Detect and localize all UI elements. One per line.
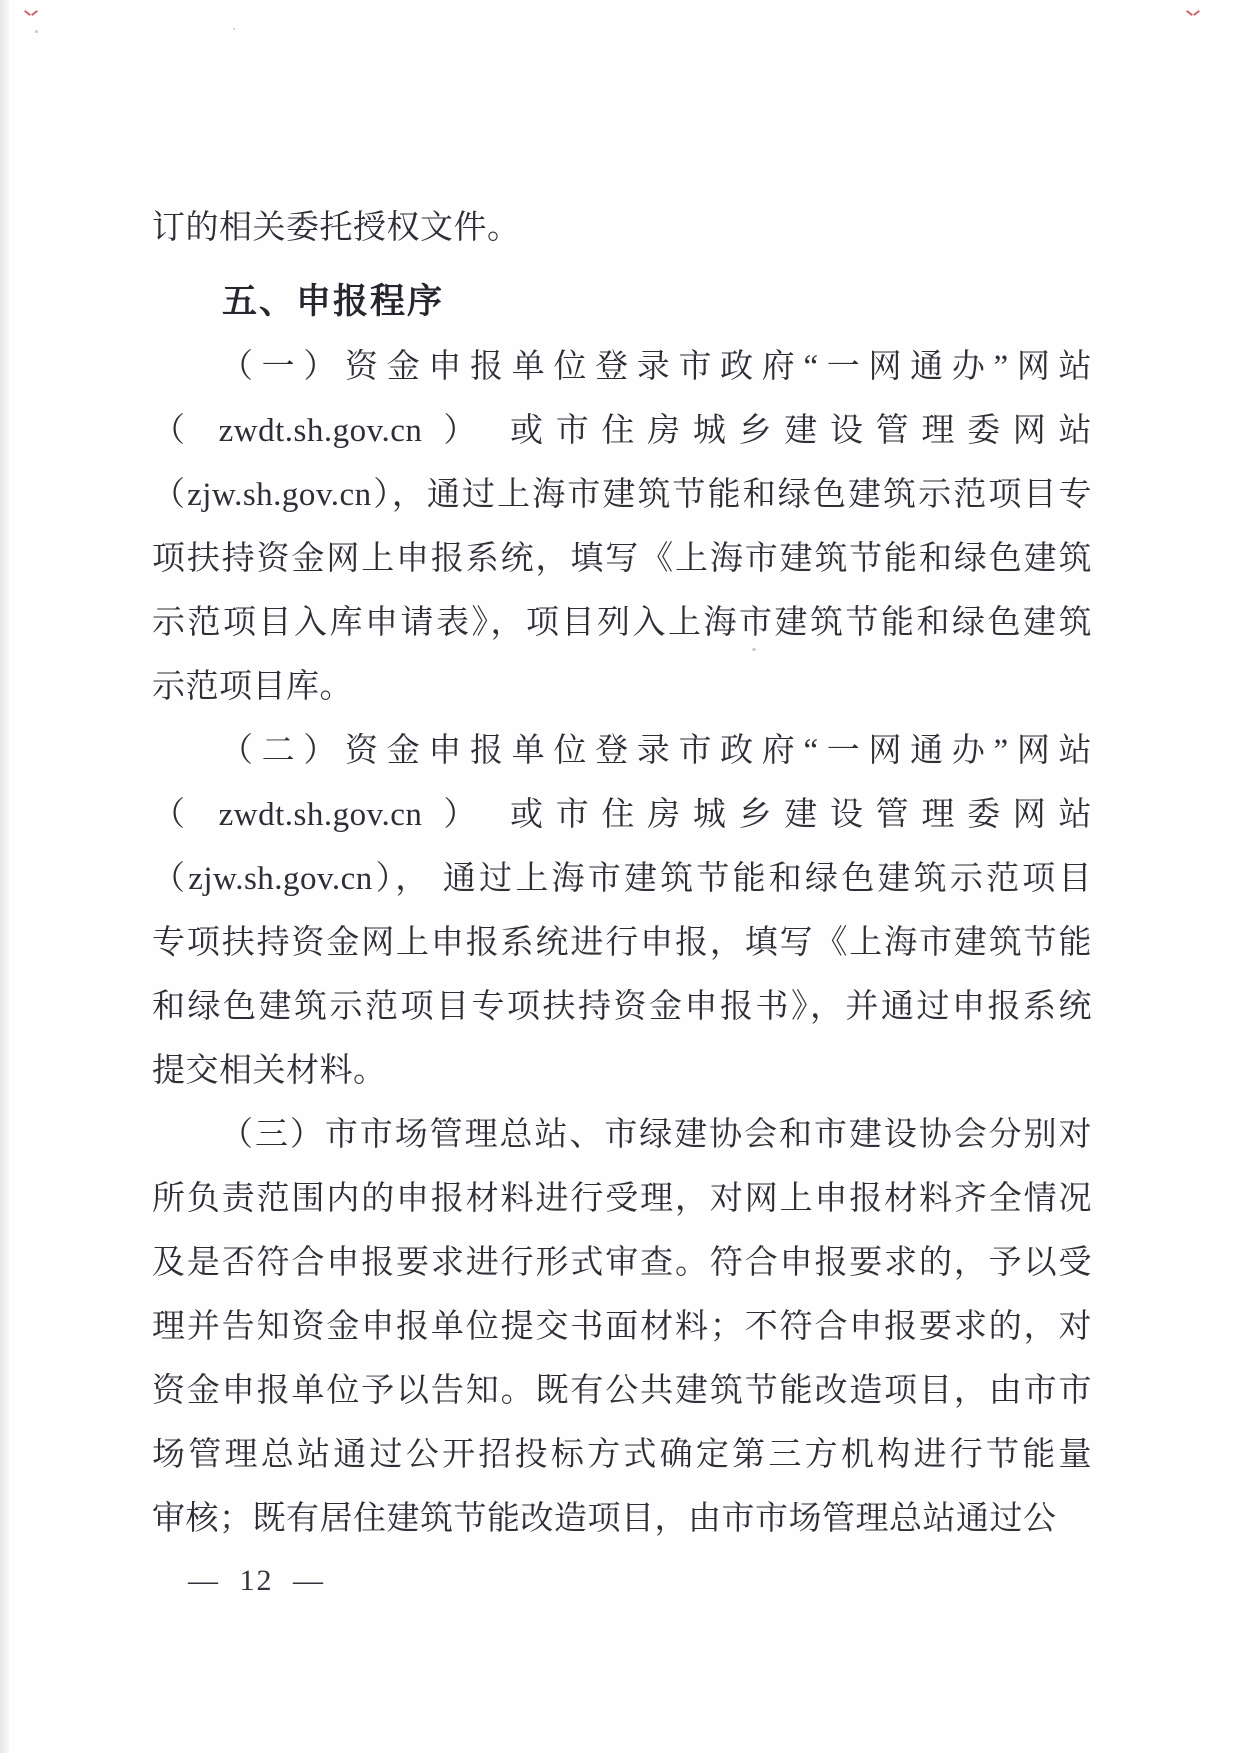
body-line: 理并告知资金申报单位提交书面材料；不符合申报要求的，对 xyxy=(152,1309,1092,1345)
body-line: （ zwdt.sh.gov.cn ） 或市住房城乡建设管理委网站 xyxy=(152,413,1092,449)
document-body xyxy=(152,196,1092,1551)
paragraph xyxy=(152,335,1092,719)
body-line: （二）资金申报单位登录市政府“一网通办”网站 xyxy=(220,733,1092,769)
body-line: （三）市市场管理总站、市绿建协会和市建设协会分别对 xyxy=(220,1117,1092,1153)
body-line: （一）资金申报单位登录市政府“一网通办”网站 xyxy=(220,349,1092,385)
page-number: — 12 — xyxy=(188,1564,325,1597)
body-line: 所负责范围内的申报材料进行受理，对网上申报材料齐全情况 xyxy=(152,1181,1092,1217)
red-scan-mark-right xyxy=(1186,8,1200,18)
scan-edge-shadow xyxy=(0,0,9,1753)
body-line: 提交相关材料。 xyxy=(152,1053,387,1089)
paragraph xyxy=(152,719,1092,1103)
body-line: （ zwdt.sh.gov.cn ） 或市住房城乡建设管理委网站 xyxy=(152,797,1092,833)
continuation-line: 订的相关委托授权文件。 xyxy=(152,210,521,246)
body-line: 审核；既有居住建筑节能改造项目，由市市场管理总站通过公 xyxy=(152,1501,1057,1537)
body-line: 示范项目库。 xyxy=(152,669,353,705)
body-line: 专项扶持资金网上申报系统进行申报，填写《上海市建筑节能 xyxy=(152,925,1092,961)
scan-speck xyxy=(233,28,235,30)
body-line: （zjw.sh.gov.cn），通过上海市建筑节能和绿色建筑示范项目专 xyxy=(152,477,1092,513)
body-line: 场管理总站通过公开招投标方式确定第三方机构进行节能量 xyxy=(152,1437,1092,1473)
body-line: （zjw.sh.gov.cn）， 通过上海市建筑节能和绿色建筑示范项目 xyxy=(152,861,1092,897)
body-line: 项扶持资金网上申报系统，填写《上海市建筑节能和绿色建筑 xyxy=(152,541,1092,577)
scan-speck xyxy=(35,30,38,33)
body-line: 示范项目入库申请表》，项目列入上海市建筑节能和绿色建筑 xyxy=(152,605,1092,641)
body-line: 和绿色建筑示范项目专项扶持资金申报书》，并通过申报系统 xyxy=(152,989,1092,1025)
paragraph xyxy=(152,1103,1092,1551)
section-heading: 五、申报程序 xyxy=(222,282,445,321)
body-line: 资金申报单位予以告知。既有公共建筑节能改造项目，由市市 xyxy=(152,1373,1092,1409)
red-scan-mark-left xyxy=(24,8,38,18)
body-line: 及是否符合申报要求进行形式审查。符合申报要求的，予以受 xyxy=(152,1245,1092,1281)
paragraphs xyxy=(152,335,1092,1551)
